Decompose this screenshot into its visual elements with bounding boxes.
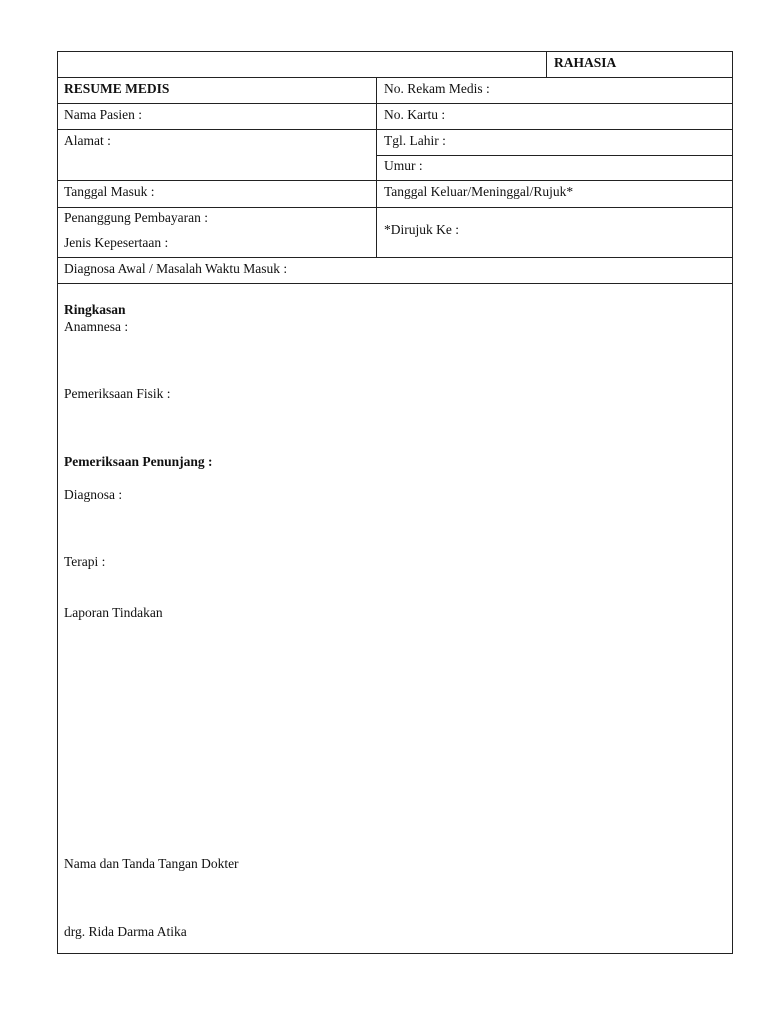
column-divider — [546, 52, 547, 77]
referred-to-label: *Dirujuk Ke : — [384, 222, 459, 237]
form-title: RESUME MEDIS — [64, 81, 170, 96]
medical-resume-form — [57, 51, 733, 954]
row-divider — [58, 283, 732, 284]
birth-date-label: Tgl. Lahir : — [384, 133, 446, 148]
patient-name-label: Nama Pasien : — [64, 107, 142, 122]
diagnosis-label: Diagnosa : — [64, 487, 123, 502]
admission-date-label: Tanggal Masuk : — [64, 184, 155, 199]
medical-record-no-label: No. Rekam Medis : — [384, 81, 490, 96]
card-no-label: No. Kartu : — [384, 107, 446, 122]
membership-type-label: Jenis Kepesertaan : — [64, 235, 169, 250]
row-divider — [58, 129, 732, 130]
anamnesis-label: Anamnesa : — [64, 319, 129, 334]
payer-label: Penanggung Pembayaran : — [64, 210, 208, 225]
confidential-label: RAHASIA — [554, 55, 617, 70]
row-divider — [58, 180, 732, 181]
row-divider — [376, 155, 732, 156]
row-divider — [58, 77, 732, 78]
initial-diagnosis-label: Diagnosa Awal / Masalah Waktu Masuk : — [64, 261, 288, 276]
row-divider — [58, 257, 732, 258]
address-label: Alamat : — [64, 133, 111, 148]
row-divider — [58, 103, 732, 104]
procedure-report-label: Laporan Tindakan — [64, 605, 163, 620]
supporting-exam-label: Pemeriksaan Penunjang : — [64, 454, 213, 469]
row-divider — [58, 207, 732, 208]
age-label: Umur : — [384, 158, 423, 173]
therapy-label: Terapi : — [64, 554, 106, 569]
column-divider — [376, 77, 377, 257]
summary-heading: Ringkasan — [64, 302, 126, 317]
discharge-date-label: Tanggal Keluar/Meninggal/Rujuk* — [384, 184, 574, 199]
physical-exam-label: Pemeriksaan Fisik : — [64, 386, 171, 401]
doctor-name: drg. Rida Darma Atika — [64, 924, 187, 939]
doctor-signature-label: Nama dan Tanda Tangan Dokter — [64, 856, 239, 871]
